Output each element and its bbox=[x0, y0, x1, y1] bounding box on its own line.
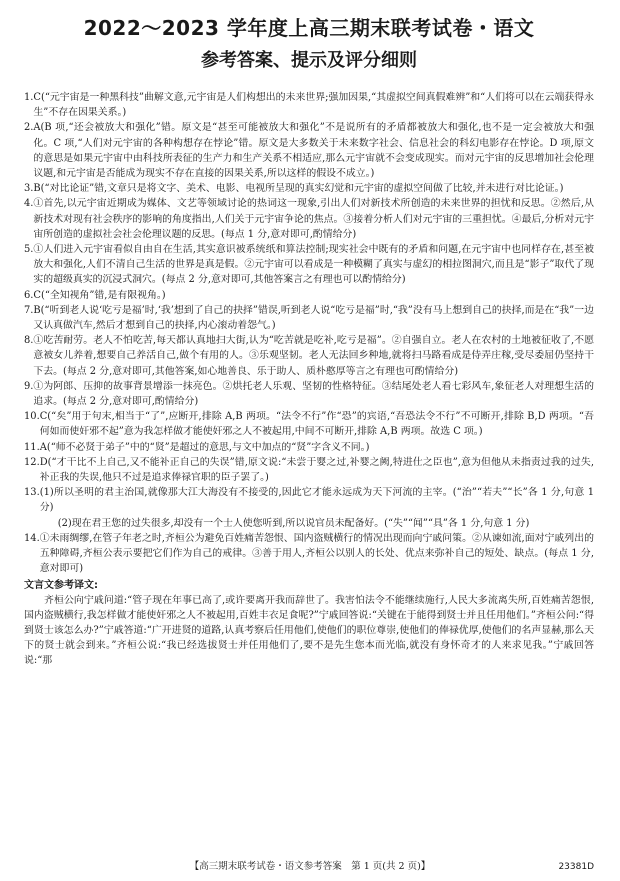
answer-body bbox=[33, 379, 594, 409]
footer-code: 23381D bbox=[558, 862, 594, 872]
answer-number: 14. bbox=[24, 532, 40, 544]
answer-item bbox=[24, 409, 594, 439]
answer-body bbox=[33, 181, 594, 196]
answer-body bbox=[33, 333, 594, 379]
answer-number: 10. bbox=[24, 411, 40, 423]
answer-body bbox=[40, 485, 594, 531]
answer-body bbox=[40, 531, 594, 577]
answer-body bbox=[33, 196, 594, 242]
answer-number: 3. bbox=[24, 183, 34, 195]
answer-text: A(B 项,“还会被放大和强化”错。原文是“甚至可能被放大和强化”不是说所有的矛盾都被放大和强化,也不是一定会被放大和强化。C 项,“人们对元宇宙的各种构想存在悖论”错。原文是大多数关于未来数字社会、信息社会的科幻电影存在悖论。D 项,原文的意思是如果元宇宙中由科技所表征的生产力和生产关系不相适应,那么元宇宙就不会变成现实。而对元宇宙的反思增加社会伦理议题,和元宇宙是否能成为现实不存在直接的因果关系,所以这样的假设不成立。) bbox=[33, 122, 594, 180]
answer-item bbox=[24, 531, 594, 577]
answer-item bbox=[24, 303, 594, 333]
translation-heading: 文言文参考译文: bbox=[24, 579, 98, 591]
footer-page-info: 【高三期末联考试卷・语文参考答案 第 1 页(共 2 页)】 bbox=[189, 861, 431, 872]
answer-item bbox=[24, 242, 594, 288]
answer-text: ①首先,以元宇宙近期成为媒体、文艺等领域讨论的热词这一现象,引出人们对新技术所创造的未来世界的担忧和反思。②然后,从新技术对现有社会秩序的影响的角度指出,人们关于元宇宙争论的焦点。③接着分析人们对元宇宙的三重担忧。④最后,分析对元宇宙所创造的虚拟社会社会伦理议题的反思。(每点 1 分,意对即可,酌情给分) bbox=[33, 198, 594, 240]
answer-number: 12. bbox=[24, 456, 40, 468]
answer-text: B(“对比论证”错,文章只是将文字、美术、电影、电视所呈现的真实幻觉和元宇宙的虚拟空间做了比较,并未进行对比论证。) bbox=[33, 183, 564, 195]
answer-text: D(“才干比不上自己,又不能补正自己的失误”错,原文说:“未尝于婴之过,补婴之阙,特进仕之臣也”,意为但他从未指责过我的过失,补正我的失误,他只不过是追求俸禄官职的臣子罢了。) bbox=[39, 456, 594, 484]
page-subtitle: 参考答案、提示及评分细则 bbox=[201, 50, 417, 71]
answer-item bbox=[24, 90, 594, 120]
answer-item bbox=[24, 288, 594, 303]
answer-item bbox=[24, 120, 594, 181]
translation-text: 齐桓公向宁戚问道:“管子现在年事已高了,或许要离开我而辞世了。我害怕法令不能继续施行,人民大多流离失所,百姓痛苦怨恨,国内盗贼横行,我怎样做才能使奸邪之人不被起用,百姓丰衣足食呢?”宁戚回答说:“关键在于能得到贤士并且任用他们。”齐桓公问:“得到贤士该怎么办?”宁戚答道:“广开进贤的道路,认真考察后任用他们,使他们的职位尊崇,使他们的俸禄优厚,使他们的名声显赫,那么天下的贤士就会到来。”齐桓公说:“我已经选拔贤士并任用他们了,要不是先生您本而光临,就没有身怀奇才的人来求见我。”宁戚回答说:“那 bbox=[24, 594, 594, 667]
answer-number: 9. bbox=[24, 380, 34, 392]
answer-body bbox=[40, 440, 594, 455]
answer-text: C(“全知视角”错,是有限视角。) bbox=[33, 289, 166, 301]
page-footer bbox=[0, 860, 620, 874]
answer-text: ①为阿郎、压抑的故事背景增添一抹亮色。②烘托老人乐观、坚韧的性格特征。③结尾处老人看七彩风车,象征老人对理想生活的追求。(每点 2 分,意对即可,酌情给分) bbox=[33, 380, 594, 408]
answer-body bbox=[33, 242, 594, 288]
answer-number: 6. bbox=[24, 289, 34, 301]
answer-body bbox=[40, 455, 594, 485]
answer-item bbox=[24, 181, 594, 196]
answer-text: (1)所以圣明的君主治国,就像那大江大海没有不接受的,因此它才能永远成为天下河流的主宰。(“治”“若夫”“长”各 1 分,句意 1 分) bbox=[39, 487, 594, 514]
answer-text: C(“矣”用于句末,相当于“了”,应断开,排除 A,B 两项。“法令不行”作“恐”的宾语,“吾恐法令不行”不可断开,排除 B,D 两项。“吾何如而使奸邪不起”意为我怎样做才能使奸邪之人不被起用,中间不可断开,排除 A,B 两项。故选 C 项。) bbox=[39, 411, 594, 438]
answer-list bbox=[24, 90, 594, 577]
answer-number: 8. bbox=[24, 335, 34, 347]
answer-item bbox=[24, 196, 594, 242]
answer-body bbox=[33, 90, 594, 120]
answer-item bbox=[24, 440, 594, 455]
answer-body bbox=[33, 288, 594, 303]
answer-text: A(“师不必贤于弟子”中的“贤”是超过的意思,与文中加点的“贤”字含义不同。) bbox=[39, 441, 370, 453]
answer-number: 13. bbox=[24, 487, 40, 499]
answer-text: ①吃苦耐劳。老人不怕吃苦,每天都认真地扫大街,认为“吃苦就是吃补,吃亏是福”。②自强自立。老人在农村的土地被征收了,不愿意被女儿养着,想要自己养活自己,做个有用的人。③乐观坚韧。老人无法回乡种地,就将扫马路看成是侍弄庄稼,受尽委屈仍坚持干下去。(每点 2 分,意对即可,其他答案,如心地善良、乐于助人、质朴憨厚等言之有理也可酌情给分) bbox=[33, 335, 594, 377]
answer-item bbox=[24, 485, 594, 531]
answer-number: 5. bbox=[24, 244, 34, 256]
answer-number: 4. bbox=[24, 198, 34, 210]
answer-subpart: (2)现在君王您的过失很多,却没有一个士人使您听到,所以说官员未配备好。(“失”“闻”“具”各 1 分,句意 1 分) bbox=[57, 517, 530, 529]
answer-text: C(“元宇宙是一种黑科技”曲解文意,元宇宙是人们构想出的未来世界;强加因果,“其虚拟空间真假难辨”和“人们将可以在云端获得永生”不存在因果关系。) bbox=[33, 92, 594, 119]
answer-body bbox=[33, 303, 594, 333]
answer-body bbox=[33, 120, 594, 181]
answer-text: ①未雨绸缪,在管子年老之时,齐桓公为避免百姓痛苦怨恨、国内盗贼横行的情况出现而向宁戚问策。②从谏如流,面对宁戚列出的五种障碍,齐桓公表示要把它们作为自己的戒律。③善于用人,齐桓公以别人的长处、优点来弥补自己的短处、缺点。(每点 1 分,意对即可) bbox=[39, 532, 594, 575]
answer-number: 7. bbox=[24, 304, 34, 316]
answer-item bbox=[24, 333, 594, 379]
answer-body bbox=[40, 409, 594, 439]
page-title: 2022～2023 学年度上高三期末联考试卷・语文 bbox=[83, 16, 535, 40]
answer-item bbox=[24, 379, 594, 409]
answer-item bbox=[24, 455, 594, 485]
answer-number: 1. bbox=[24, 92, 34, 103]
answer-text: ①人们进入元宇宙看似自由自在生活,其实意识被系统纸和算法控制;现实社会中既有的矛盾和问题,在元宇宙中也同样存在,甚至被放大和强化,人们不清自己生活的世界是真是假。②元宇宙可以看成是一种模糊了真实与虚幻的相拉图洞穴,而且是“影子”取代了现实的超级真实的沉浸式洞穴。(每点 2 分,意对即可,其他答案言之有理也可以酌情给分) bbox=[33, 244, 594, 286]
answer-text: B(“听到老人说‘吃亏是福’时,‘我’想到了自己的抉择”错误,听到老人说“吃亏是福”时,“我”没有马上想到自己的抉择,而是在“我”一边又认真做汽车,然后才想到自己的抉择,内心滚动着怨气。) bbox=[33, 304, 594, 332]
answer-number: 11. bbox=[24, 441, 40, 453]
answer-number: 2. bbox=[24, 122, 34, 134]
